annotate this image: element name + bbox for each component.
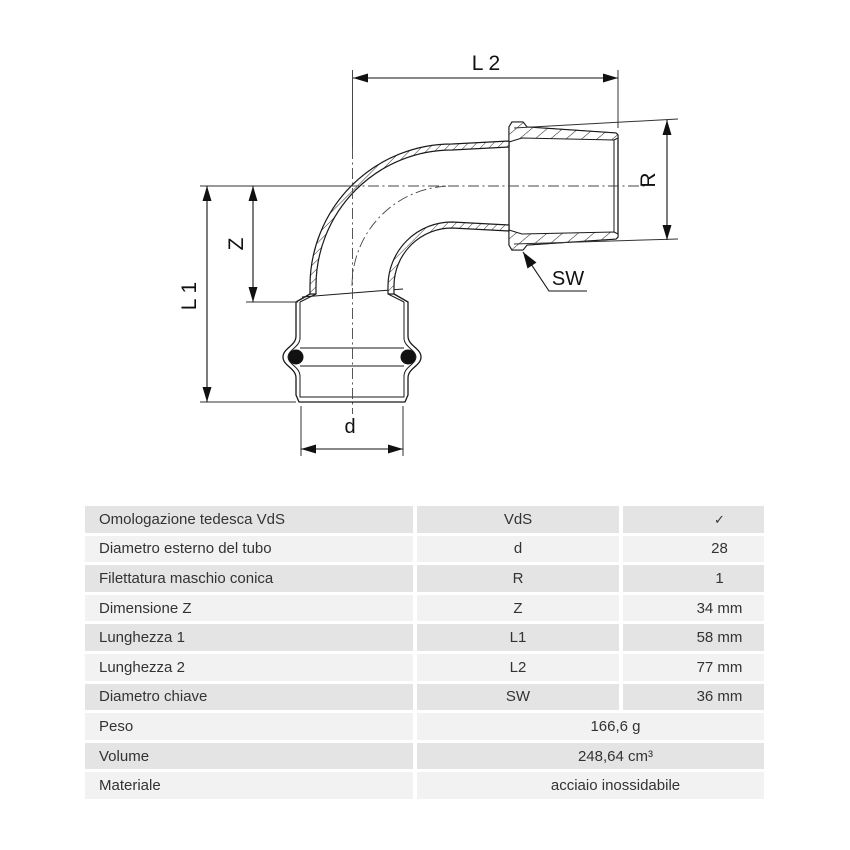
row-l1-value: 58 mm — [623, 624, 764, 651]
row-l2-value: 77 mm — [623, 654, 764, 681]
row-z-symbol: Z — [417, 595, 619, 622]
row-materiale-label: Materiale — [85, 772, 413, 799]
d-arrow-right — [388, 445, 403, 454]
r-arrow-bottom — [663, 225, 672, 240]
r-arrow-top — [663, 120, 672, 135]
dimension-label-z: Z — [225, 237, 248, 251]
l1-arrow-top — [203, 186, 212, 201]
elbow-outer-wall — [310, 141, 509, 294]
z-arrow-bottom — [249, 287, 258, 302]
row-volume-label: Volume — [85, 743, 413, 770]
z-arrow-top — [249, 186, 258, 201]
row-l1-symbol: L1 — [417, 624, 619, 651]
r-top-extension — [514, 119, 678, 128]
row-r-value: 1 — [623, 565, 764, 592]
row-d-value: 28 — [623, 536, 764, 563]
dimension-label-sw: SW — [551, 268, 585, 290]
row-l2-label: Lunghezza 2 — [85, 654, 413, 681]
row-vds-value: ✓ — [623, 506, 764, 533]
oring-left — [289, 350, 304, 365]
dimension-label-d: d — [344, 416, 356, 438]
row-vds-symbol: VdS — [417, 506, 619, 533]
row-d-symbol: d — [417, 536, 619, 563]
oring-right — [401, 350, 416, 365]
dimension-label-r: R — [637, 172, 660, 188]
row-z-label: Dimensione Z — [85, 595, 413, 622]
dimension-arrows — [203, 74, 672, 454]
row-peso-value: 166,6 g — [417, 713, 764, 740]
row-sw-symbol: SW — [417, 684, 619, 711]
row-r-symbol: R — [417, 565, 619, 592]
l2-arrow-left — [353, 74, 368, 83]
row-vds-label: Omologazione tedesca VdS — [85, 506, 413, 533]
sw-arrow — [523, 252, 537, 269]
row-d-label: Diametro esterno del tubo — [85, 536, 413, 563]
dimension-label-l1: L 1 — [178, 281, 201, 311]
row-l2-symbol: L2 — [417, 654, 619, 681]
extension-lines — [200, 70, 678, 456]
row-sw-label: Diametro chiave — [85, 684, 413, 711]
row-materiale-value: acciaio inossidabile — [417, 772, 764, 799]
elbow-inner-wall — [388, 222, 509, 294]
spec-table — [85, 506, 764, 799]
dimension-label-l2: L 2 — [471, 52, 501, 75]
bend-axis-centerline — [352, 186, 452, 286]
elbow-fitting — [283, 122, 618, 402]
row-sw-value: 36 mm — [623, 684, 764, 711]
row-r-label: Filettatura maschio conica — [85, 565, 413, 592]
d-arrow-left — [301, 445, 316, 454]
row-peso-label: Peso — [85, 713, 413, 740]
l2-arrow-right — [603, 74, 618, 83]
row-volume-value: 248,64 cm³ — [417, 743, 764, 770]
row-z-value: 34 mm — [623, 595, 764, 622]
row-l1-label: Lunghezza 1 — [85, 624, 413, 651]
l1-arrow-bottom — [203, 387, 212, 402]
